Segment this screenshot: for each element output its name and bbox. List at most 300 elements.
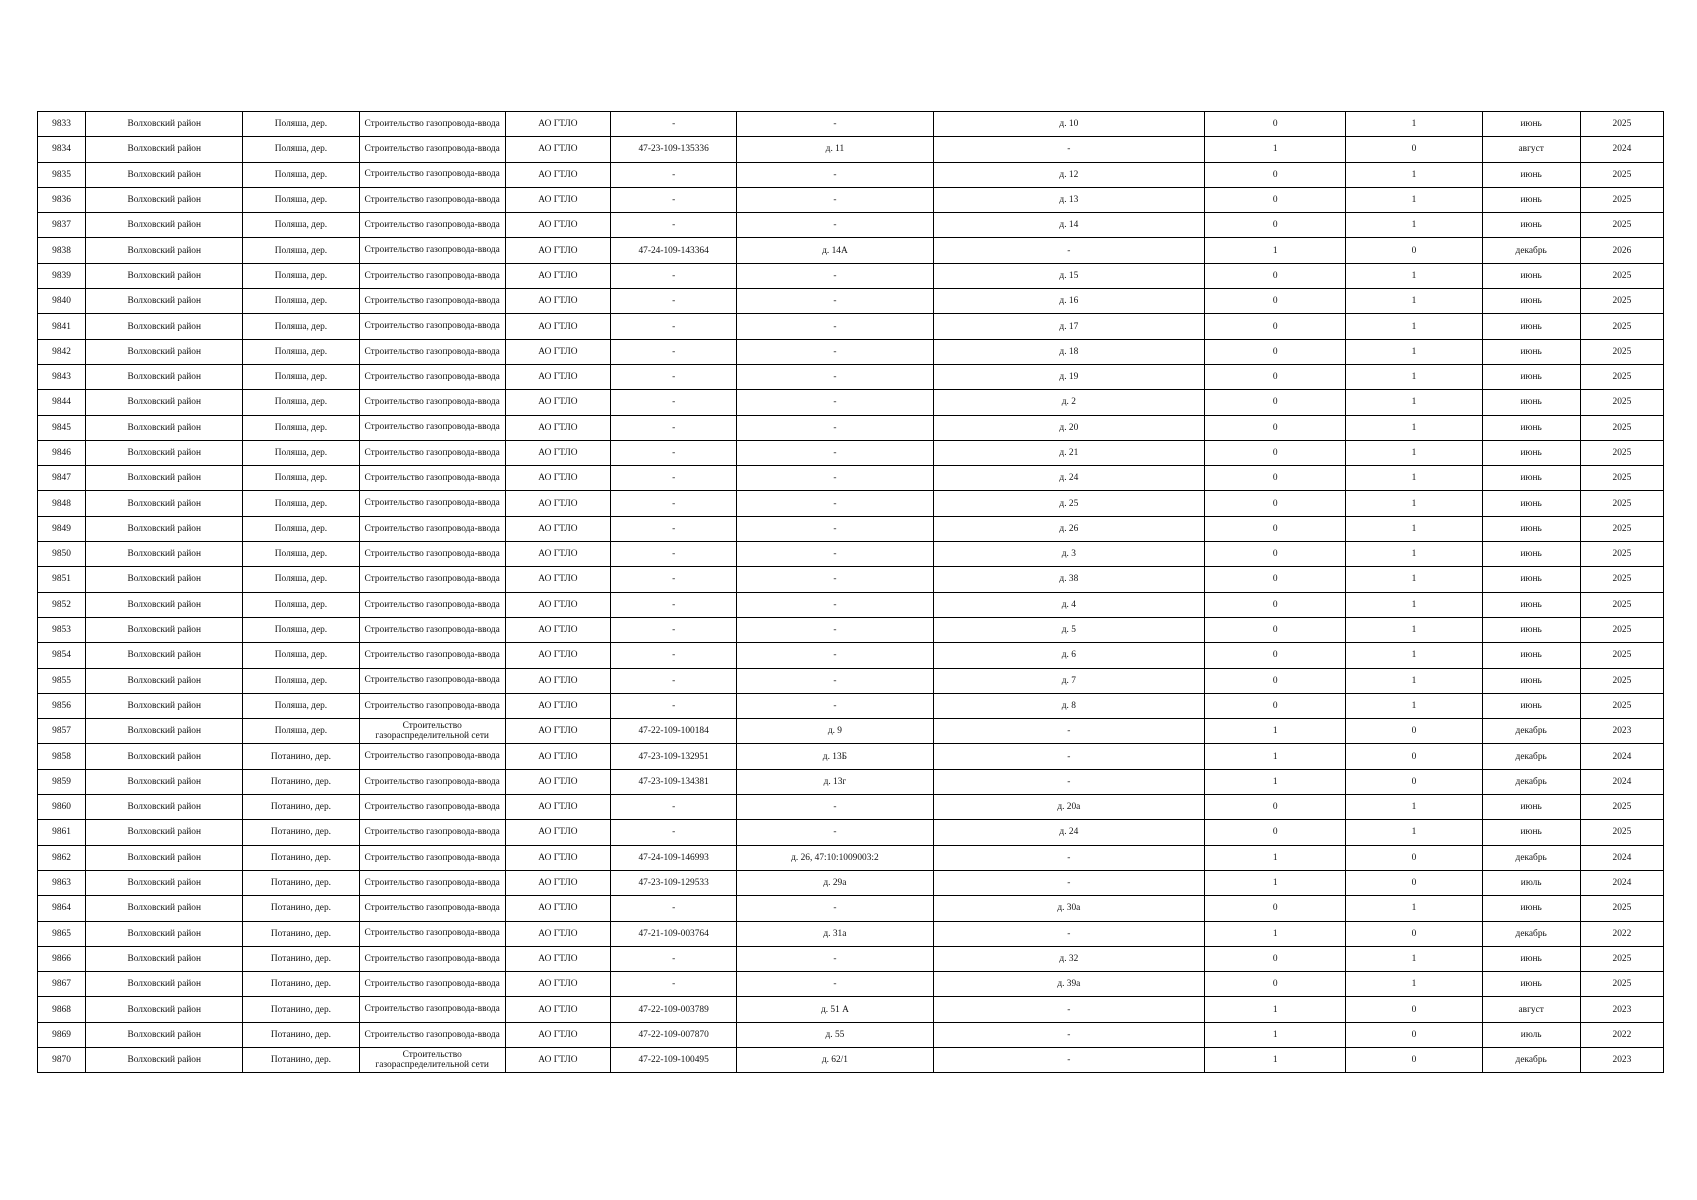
organization-cell: АО ГТЛО [505,263,610,288]
organization-cell: АО ГТЛО [505,643,610,668]
organization-cell: АО ГТЛО [505,187,610,212]
district-cell: Волховский район [86,491,243,516]
row-number-cell: 9838 [38,238,86,263]
district-cell: Волховский район [86,314,243,339]
settlement-cell: Потанино, дер. [243,921,359,946]
row-number-cell: 9852 [38,592,86,617]
row-number-cell: 9863 [38,870,86,895]
application-number-cell: 47-22-109-100184 [611,719,737,744]
object-address-cell: - [737,542,933,567]
year-cell: 2025 [1580,668,1663,693]
year-cell: 2025 [1580,643,1663,668]
address-cell: - [933,238,1205,263]
month-cell: июнь [1482,213,1580,238]
work-type-cell: Строительство газопровода-ввода [359,213,505,238]
count-a-cell: 0 [1205,364,1346,389]
organization-cell: АО ГТЛО [505,1022,610,1047]
count-b-cell: 1 [1346,440,1482,465]
application-number-cell: - [611,440,737,465]
count-a-cell: 0 [1205,820,1346,845]
organization-cell: АО ГТЛО [505,795,610,820]
object-address-cell: - [737,617,933,642]
month-cell: июнь [1482,162,1580,187]
address-cell: д. 18 [933,339,1205,364]
address-cell: - [933,1047,1205,1072]
row-number-cell: 9856 [38,693,86,718]
address-cell: - [933,845,1205,870]
work-type-cell: Строительство газопровода-ввода [359,390,505,415]
count-b-cell: 0 [1346,769,1482,794]
count-a-cell: 0 [1205,162,1346,187]
object-address-cell: - [737,364,933,389]
table-row [38,364,1664,389]
work-type-cell: Строительство газопровода-ввода [359,744,505,769]
address-cell: д. 10 [933,112,1205,137]
month-cell: август [1482,137,1580,162]
month-cell: июнь [1482,390,1580,415]
count-b-cell: 0 [1346,719,1482,744]
address-cell: д. 25 [933,491,1205,516]
address-cell: д. 16 [933,289,1205,314]
month-cell: июнь [1482,592,1580,617]
address-cell: д. 13 [933,187,1205,212]
count-b-cell: 0 [1346,744,1482,769]
organization-cell: АО ГТЛО [505,870,610,895]
month-cell: июнь [1482,289,1580,314]
year-cell: 2025 [1580,364,1663,389]
count-a-cell: 0 [1205,643,1346,668]
count-b-cell: 0 [1346,238,1482,263]
count-b-cell: 1 [1346,693,1482,718]
work-type-cell: Строительство газопровода-ввода [359,769,505,794]
year-cell: 2025 [1580,314,1663,339]
organization-cell: АО ГТЛО [505,592,610,617]
organization-cell: АО ГТЛО [505,339,610,364]
count-a-cell: 0 [1205,263,1346,288]
object-address-cell: - [737,491,933,516]
application-number-cell: - [611,187,737,212]
application-number-cell: - [611,339,737,364]
organization-cell: АО ГТЛО [505,364,610,389]
table-row [38,972,1664,997]
count-b-cell: 0 [1346,870,1482,895]
organization-cell: АО ГТЛО [505,112,610,137]
district-cell: Волховский район [86,820,243,845]
settlement-cell: Поляша, дер. [243,289,359,314]
count-a-cell: 0 [1205,289,1346,314]
month-cell: июнь [1482,364,1580,389]
settlement-cell: Поляша, дер. [243,314,359,339]
month-cell: декабрь [1482,719,1580,744]
settlement-cell: Поляша, дер. [243,491,359,516]
object-address-cell: - [737,263,933,288]
gasification-table [37,111,1664,1073]
table-row [38,921,1664,946]
object-address-cell: - [737,820,933,845]
object-address-cell: д. 31а [737,921,933,946]
count-a-cell: 0 [1205,213,1346,238]
address-cell: д. 5 [933,617,1205,642]
application-number-cell: - [611,213,737,238]
year-cell: 2025 [1580,567,1663,592]
year-cell: 2024 [1580,769,1663,794]
count-a-cell: 0 [1205,491,1346,516]
table-row [38,693,1664,718]
district-cell: Волховский район [86,516,243,541]
application-number-cell: - [611,314,737,339]
row-number-cell: 9870 [38,1047,86,1072]
district-cell: Волховский район [86,289,243,314]
count-a-cell: 1 [1205,137,1346,162]
row-number-cell: 9848 [38,491,86,516]
district-cell: Волховский район [86,187,243,212]
month-cell: июнь [1482,972,1580,997]
row-number-cell: 9859 [38,769,86,794]
work-type-cell: Строительство газораспределительной сети [359,1047,505,1072]
district-cell: Волховский район [86,466,243,491]
row-number-cell: 9836 [38,187,86,212]
month-cell: июнь [1482,466,1580,491]
year-cell: 2025 [1580,491,1663,516]
district-cell: Волховский район [86,1022,243,1047]
month-cell: декабрь [1482,238,1580,263]
count-a-cell: 1 [1205,769,1346,794]
settlement-cell: Поляша, дер. [243,542,359,567]
month-cell: июнь [1482,112,1580,137]
row-number-cell: 9842 [38,339,86,364]
settlement-cell: Потанино, дер. [243,896,359,921]
count-a-cell: 1 [1205,997,1346,1022]
month-cell: август [1482,997,1580,1022]
table-row [38,187,1664,212]
organization-cell: АО ГТЛО [505,137,610,162]
work-type-cell: Строительство газопровода-ввода [359,870,505,895]
object-address-cell: д. 55 [737,1022,933,1047]
table-row [38,390,1664,415]
settlement-cell: Поляша, дер. [243,440,359,465]
address-cell: д. 3 [933,542,1205,567]
application-number-cell: - [611,567,737,592]
year-cell: 2025 [1580,542,1663,567]
object-address-cell: - [737,567,933,592]
object-address-cell: - [737,415,933,440]
address-cell: д. 6 [933,643,1205,668]
month-cell: июль [1482,870,1580,895]
year-cell: 2025 [1580,795,1663,820]
count-b-cell: 1 [1346,162,1482,187]
work-type-cell: Строительство газопровода-ввода [359,795,505,820]
district-cell: Волховский район [86,997,243,1022]
settlement-cell: Поляша, дер. [243,567,359,592]
count-a-cell: 1 [1205,845,1346,870]
table-row [38,440,1664,465]
district-cell: Волховский район [86,643,243,668]
count-a-cell: 0 [1205,339,1346,364]
object-address-cell: - [737,162,933,187]
row-number-cell: 9840 [38,289,86,314]
count-b-cell: 1 [1346,820,1482,845]
settlement-cell: Поляша, дер. [243,263,359,288]
district-cell: Волховский район [86,795,243,820]
object-address-cell: - [737,390,933,415]
application-number-cell: - [611,592,737,617]
count-b-cell: 0 [1346,137,1482,162]
table-row [38,339,1664,364]
settlement-cell: Поляша, дер. [243,643,359,668]
address-cell: - [933,921,1205,946]
district-cell: Волховский район [86,213,243,238]
organization-cell: АО ГТЛО [505,466,610,491]
settlement-cell: Потанино, дер. [243,820,359,845]
settlement-cell: Поляша, дер. [243,364,359,389]
district-cell: Волховский район [86,921,243,946]
table-row [38,592,1664,617]
address-cell: - [933,997,1205,1022]
year-cell: 2025 [1580,820,1663,845]
application-number-cell: - [611,896,737,921]
table-row [38,289,1664,314]
month-cell: июнь [1482,415,1580,440]
settlement-cell: Потанино, дер. [243,1047,359,1072]
district-cell: Волховский район [86,1047,243,1072]
address-cell: д. 20а [933,795,1205,820]
application-number-cell: 47-23-109-134381 [611,769,737,794]
row-number-cell: 9847 [38,466,86,491]
table-row [38,744,1664,769]
year-cell: 2025 [1580,440,1663,465]
application-number-cell: - [611,289,737,314]
row-number-cell: 9867 [38,972,86,997]
count-a-cell: 0 [1205,567,1346,592]
count-a-cell: 1 [1205,1022,1346,1047]
table-row [38,769,1664,794]
organization-cell: АО ГТЛО [505,769,610,794]
work-type-cell: Строительство газопровода-ввода [359,668,505,693]
address-cell: д. 17 [933,314,1205,339]
object-address-cell: - [737,896,933,921]
count-b-cell: 0 [1346,1022,1482,1047]
count-a-cell: 0 [1205,946,1346,971]
address-cell: д. 24 [933,466,1205,491]
month-cell: июнь [1482,820,1580,845]
organization-cell: АО ГТЛО [505,238,610,263]
count-a-cell: 0 [1205,668,1346,693]
district-cell: Волховский район [86,440,243,465]
district-cell: Волховский район [86,617,243,642]
year-cell: 2022 [1580,1022,1663,1047]
district-cell: Волховский район [86,693,243,718]
row-number-cell: 9845 [38,415,86,440]
address-cell: - [933,1022,1205,1047]
application-number-cell: - [611,617,737,642]
application-number-cell: - [611,390,737,415]
count-a-cell: 0 [1205,466,1346,491]
month-cell: июнь [1482,491,1580,516]
table-row [38,415,1664,440]
application-number-cell: - [611,946,737,971]
application-number-cell: - [611,795,737,820]
row-number-cell: 9843 [38,364,86,389]
settlement-cell: Поляша, дер. [243,592,359,617]
object-address-cell: - [737,592,933,617]
count-a-cell: 1 [1205,744,1346,769]
month-cell: июнь [1482,339,1580,364]
district-cell: Волховский район [86,567,243,592]
year-cell: 2022 [1580,921,1663,946]
object-address-cell: - [737,972,933,997]
count-a-cell: 0 [1205,314,1346,339]
count-b-cell: 1 [1346,263,1482,288]
organization-cell: АО ГТЛО [505,617,610,642]
work-type-cell: Строительство газопровода-ввода [359,137,505,162]
row-number-cell: 9849 [38,516,86,541]
application-number-cell: - [611,162,737,187]
settlement-cell: Поляша, дер. [243,390,359,415]
row-number-cell: 9857 [38,719,86,744]
district-cell: Волховский район [86,946,243,971]
count-b-cell: 0 [1346,1047,1482,1072]
count-a-cell: 0 [1205,592,1346,617]
year-cell: 2025 [1580,112,1663,137]
application-number-cell: - [611,415,737,440]
district-cell: Волховский район [86,162,243,187]
table-row [38,617,1664,642]
count-b-cell: 0 [1346,845,1482,870]
work-type-cell: Строительство газопровода-ввода [359,567,505,592]
settlement-cell: Потанино, дер. [243,1022,359,1047]
month-cell: июнь [1482,668,1580,693]
settlement-cell: Потанино, дер. [243,769,359,794]
work-type-cell: Строительство газопровода-ввода [359,1022,505,1047]
month-cell: декабрь [1482,744,1580,769]
count-b-cell: 1 [1346,617,1482,642]
count-b-cell: 1 [1346,896,1482,921]
month-cell: июнь [1482,542,1580,567]
count-b-cell: 1 [1346,516,1482,541]
organization-cell: АО ГТЛО [505,744,610,769]
row-number-cell: 9851 [38,567,86,592]
object-address-cell: д. 14А [737,238,933,263]
work-type-cell: Строительство газопровода-ввода [359,972,505,997]
year-cell: 2025 [1580,466,1663,491]
organization-cell: АО ГТЛО [505,972,610,997]
application-number-cell: - [611,364,737,389]
organization-cell: АО ГТЛО [505,921,610,946]
organization-cell: АО ГТЛО [505,1047,610,1072]
year-cell: 2025 [1580,415,1663,440]
count-a-cell: 0 [1205,896,1346,921]
organization-cell: АО ГТЛО [505,213,610,238]
organization-cell: АО ГТЛО [505,845,610,870]
district-cell: Волховский район [86,263,243,288]
application-number-cell: - [611,516,737,541]
work-type-cell: Строительство газопровода-ввода [359,921,505,946]
application-number-cell: - [611,466,737,491]
settlement-cell: Поляша, дер. [243,516,359,541]
work-type-cell: Строительство газопровода-ввода [359,693,505,718]
month-cell: июль [1482,1022,1580,1047]
organization-cell: АО ГТЛО [505,693,610,718]
settlement-cell: Поляша, дер. [243,693,359,718]
work-type-cell: Строительство газопровода-ввода [359,820,505,845]
year-cell: 2026 [1580,238,1663,263]
application-number-cell: - [611,542,737,567]
row-number-cell: 9850 [38,542,86,567]
table-row [38,213,1664,238]
month-cell: июнь [1482,567,1580,592]
year-cell: 2024 [1580,137,1663,162]
table-row [38,263,1664,288]
year-cell: 2025 [1580,516,1663,541]
settlement-cell: Потанино, дер. [243,795,359,820]
settlement-cell: Поляша, дер. [243,213,359,238]
object-address-cell: - [737,187,933,212]
year-cell: 2025 [1580,896,1663,921]
count-b-cell: 1 [1346,795,1482,820]
month-cell: декабрь [1482,1047,1580,1072]
object-address-cell: - [737,795,933,820]
address-cell: д. 15 [933,263,1205,288]
object-address-cell: - [737,213,933,238]
address-cell: - [933,744,1205,769]
object-address-cell: д. 9 [737,719,933,744]
row-number-cell: 9864 [38,896,86,921]
table-row [38,870,1664,895]
address-cell: д. 14 [933,213,1205,238]
row-number-cell: 9844 [38,390,86,415]
work-type-cell: Строительство газопровода-ввода [359,997,505,1022]
district-cell: Волховский район [86,542,243,567]
address-cell: - [933,719,1205,744]
work-type-cell: Строительство газопровода-ввода [359,592,505,617]
address-cell: д. 30а [933,896,1205,921]
application-number-cell: - [611,491,737,516]
object-address-cell: - [737,440,933,465]
application-number-cell: - [611,693,737,718]
count-b-cell: 1 [1346,491,1482,516]
work-type-cell: Строительство газопровода-ввода [359,112,505,137]
application-number-cell: - [611,263,737,288]
count-b-cell: 1 [1346,213,1482,238]
count-b-cell: 0 [1346,921,1482,946]
row-number-cell: 9841 [38,314,86,339]
count-a-cell: 0 [1205,112,1346,137]
count-b-cell: 1 [1346,289,1482,314]
application-number-cell: 47-22-109-100495 [611,1047,737,1072]
month-cell: июнь [1482,263,1580,288]
address-cell: д. 8 [933,693,1205,718]
row-number-cell: 9868 [38,997,86,1022]
count-b-cell: 1 [1346,112,1482,137]
count-b-cell: 1 [1346,339,1482,364]
table-row [38,795,1664,820]
organization-cell: АО ГТЛО [505,668,610,693]
row-number-cell: 9855 [38,668,86,693]
year-cell: 2025 [1580,162,1663,187]
count-a-cell: 0 [1205,516,1346,541]
row-number-cell: 9854 [38,643,86,668]
object-address-cell: д. 62/1 [737,1047,933,1072]
year-cell: 2024 [1580,870,1663,895]
object-address-cell: - [737,643,933,668]
organization-cell: АО ГТЛО [505,946,610,971]
district-cell: Волховский район [86,744,243,769]
work-type-cell: Строительство газопровода-ввода [359,187,505,212]
object-address-cell: д. 13Б [737,744,933,769]
year-cell: 2025 [1580,263,1663,288]
month-cell: июнь [1482,187,1580,212]
year-cell: 2025 [1580,592,1663,617]
